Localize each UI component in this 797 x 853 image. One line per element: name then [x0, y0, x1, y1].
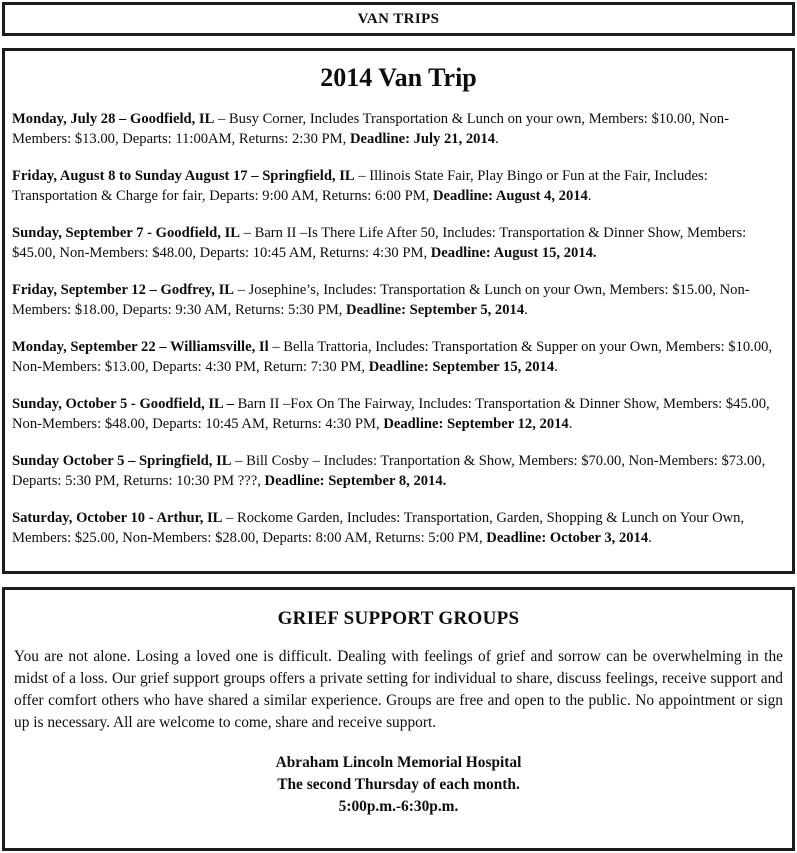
trip-suffix: .: [495, 131, 499, 147]
grief-footer-line: 5:00p.m.-6:30p.m.: [338, 798, 459, 815]
trip-suffix: .: [587, 188, 592, 204]
grief-support-section: [2, 587, 795, 851]
trip-date-location: Monday, July 28 – Goodfield, IL: [12, 111, 215, 127]
trip-date-location: Sunday October 5 – Springfield, IL: [12, 453, 232, 469]
van-trips-section-title: 2014 Van Trip: [320, 63, 477, 92]
trip-suffix: .: [554, 359, 558, 375]
trip-date-location: Friday, August 8 to Sunday August 17 – Springfield, IL: [12, 168, 355, 184]
trip-item: [12, 394, 785, 434]
van-trips-header-title: VAN TRIPS: [357, 10, 440, 27]
trip-item: [12, 337, 785, 377]
van-trips-section: [2, 48, 795, 574]
trip-suffix: .: [568, 416, 573, 432]
van-trips-header-box: [2, 2, 795, 36]
trip-suffix: .: [648, 530, 652, 546]
grief-support-paragraph: You are not alone. Losing a loved one is difficult. Dealing with feelings of grief and sorrow can be overwhelming in the midst of a loss. Our grief support groups offers a private setting for individual to share, discuss feelings, receive support and offer comfort others who have shared a similar experience. Groups are free and open to the public. No appointment or sign up is necessary. All are welcome to come, share and receive support.: [14, 648, 783, 731]
trip-list: [12, 109, 785, 548]
trip-deadline: Deadline: September 8, 2014.: [264, 473, 447, 489]
grief-support-footer: [14, 752, 783, 818]
trip-item: [12, 109, 785, 149]
trip-deadline: Deadline: September 12, 2014: [383, 416, 569, 432]
trip-date-location: Saturday, October 10 - Arthur, IL: [12, 510, 223, 526]
trip-deadline: Deadline: August 15, 2014.: [430, 245, 597, 261]
grief-footer-line: The second Thursday of each month.: [277, 776, 520, 793]
trip-deadline: Deadline: October 3, 2014: [486, 530, 649, 546]
grief-footer-line: Abraham Lincoln Memorial Hospital: [275, 754, 522, 771]
trip-details: – Bella Trattoria, Includes: Transportation & Supper on your Own, Members: $10.00, Non-Members: $13.00, Departs: 4:30 PM, Return: 7:30 PM,: [12, 339, 773, 375]
trip-deadline: Deadline: July 21, 2014: [349, 131, 496, 147]
trip-item: [12, 451, 785, 491]
trip-details: – Illinois State Fair, Play Bingo or Fun at the Fair, Includes: Transportation & Charge for fair, Departs: 9:00 AM, Returns: 6:00 PM,: [12, 168, 708, 204]
trip-deadline: Deadline: September 5, 2014: [346, 302, 525, 318]
trip-suffix: .: [524, 302, 528, 318]
trip-item: [12, 166, 785, 206]
trip-details: – Rockome Garden, Includes: Transportation, Garden, Shopping & Lunch on Your Own, Members: $25.00, Non-Members: $28.00, Departs: 8:00 AM, Returns: 5:00 PM,: [12, 510, 745, 546]
trip-details: – Barn II –Is There Life After 50, Includes: Transportation & Dinner Show, Members: $45.00, Non-Members: $48.00, Departs: 10:45 AM, Returns: 4:30 PM,: [12, 225, 747, 261]
trip-details: Barn II –Fox On The Fairway, Includes: Transportation & Dinner Show, Members: $45.00, Non-Members: $48.00, Departs: 10:45 AM, Returns: 4:30 PM,: [12, 396, 770, 432]
trip-deadline: Deadline: September 15, 2014: [368, 359, 555, 375]
trip-details: – Josephine’s, Includes: Transportation & Lunch on your Own, Members: $15.00, Non-Members: $18.00, Departs: 9:30 AM, Returns: 5:30 PM,: [12, 282, 750, 318]
trip-date-location: Monday, September 22 – Williamsville, Il: [12, 339, 269, 355]
trip-item: [12, 508, 785, 548]
trip-details: – Bill Cosby – Includes: Tranportation & Show, Members: $70.00, Non-Members: $73.00, Departs: 5:30 PM, Returns: 10:30 PM ???,: [12, 453, 766, 489]
trip-item: [12, 280, 785, 320]
trip-deadline: Deadline: August 4, 2014: [432, 188, 588, 204]
trip-date-location: Friday, September 12 – Godfrey, IL: [12, 282, 235, 298]
grief-support-title: GRIEF SUPPORT GROUPS: [277, 608, 520, 629]
trip-item: [12, 223, 785, 263]
trip-date-location: Sunday, October 5 - Goodfield, IL –: [12, 396, 234, 412]
trip-date-location: Sunday, September 7 - Goodfield, IL: [12, 225, 240, 241]
trip-details: – Busy Corner, Includes Transportation & Lunch on your own, Members: $10.00, Non-Members: $13.00, Departs: 11:00AM, Returns: 2:30 PM,: [12, 111, 729, 147]
